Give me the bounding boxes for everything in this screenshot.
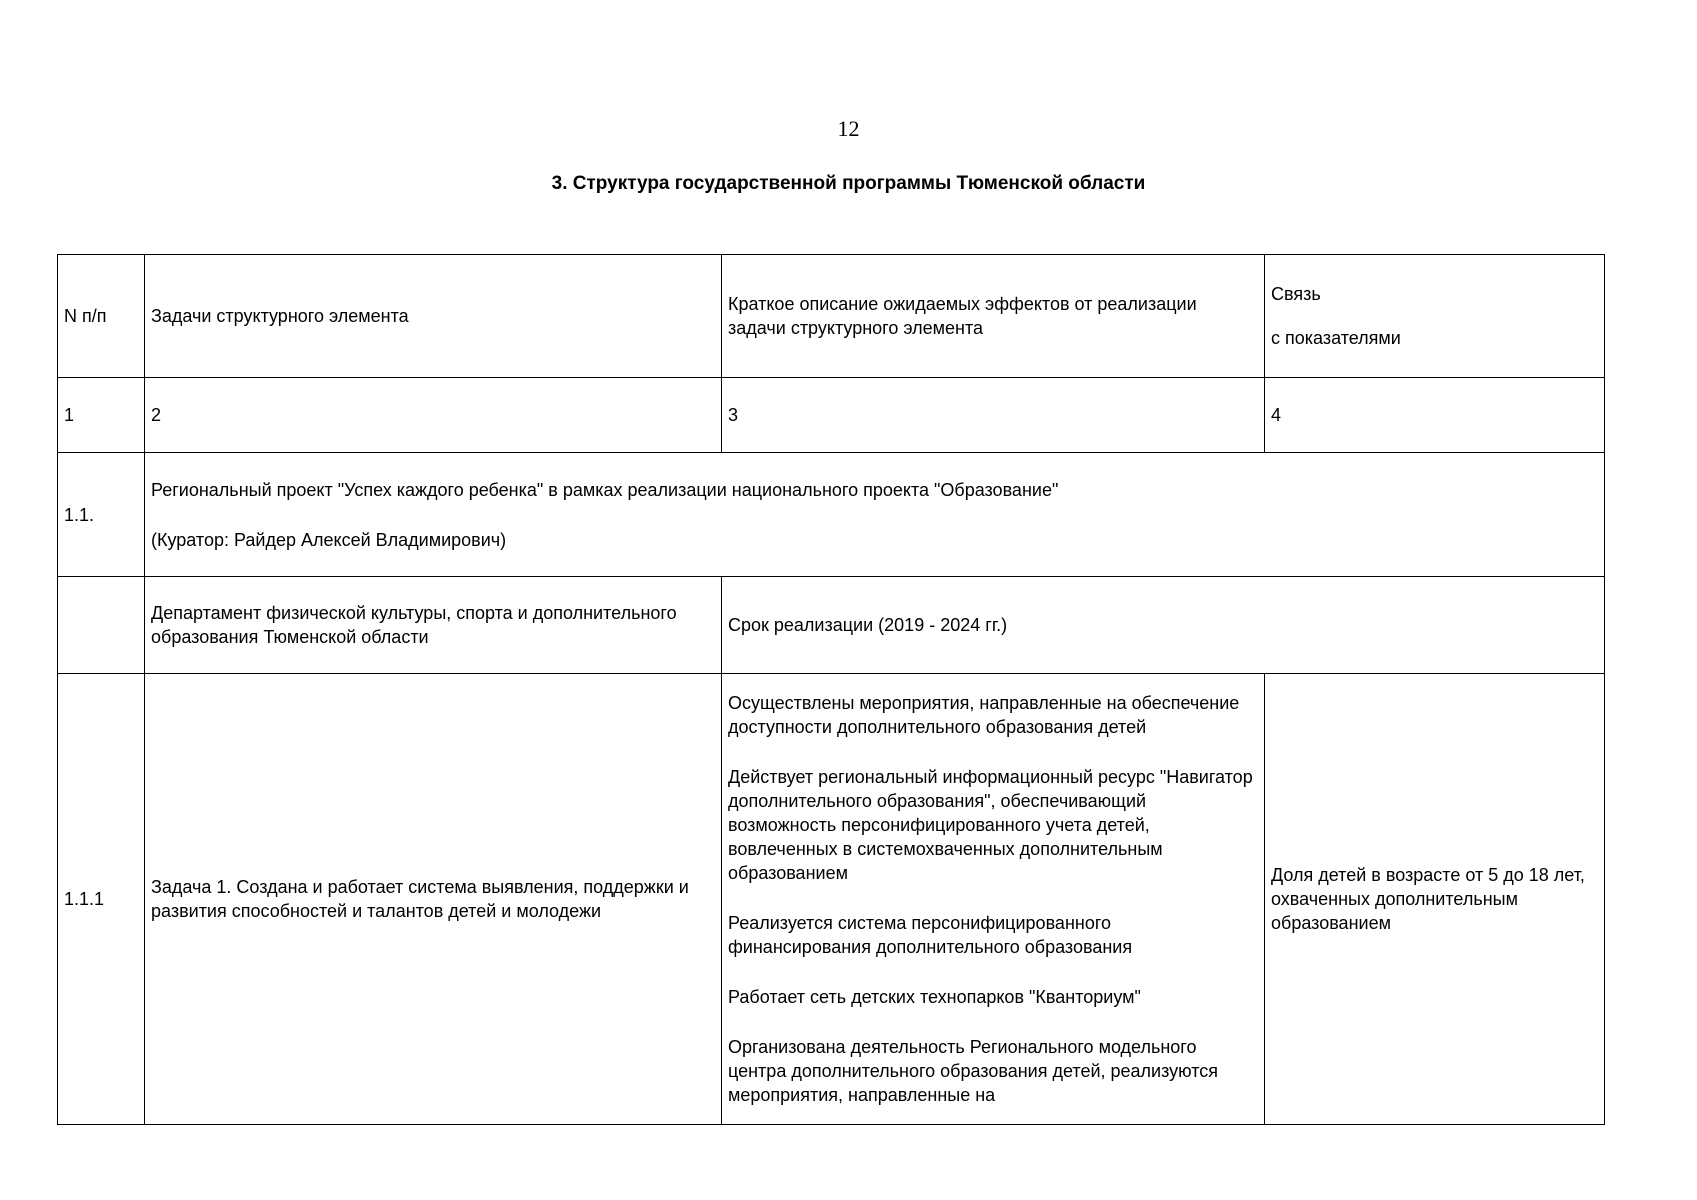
header-cell-indicators bbox=[1265, 255, 1605, 378]
column-number-cell: 3 bbox=[722, 378, 1265, 453]
effect-item: Осуществлены мероприятия, направленные на обеспечение доступности дополнительного образования детей bbox=[728, 693, 1240, 737]
column-number-cell: 2 bbox=[145, 378, 722, 453]
program-structure-table bbox=[57, 254, 1605, 1125]
header-cell-effects: Краткое описание ожидаемых эффектов от реализации задачи структурного элемента bbox=[722, 255, 1265, 378]
effect-item: Реализуется система персонифицированного финансирования дополнительного образования bbox=[728, 913, 1133, 957]
column-number-cell: 4 bbox=[1265, 378, 1605, 453]
project-number: 1.1. bbox=[58, 453, 145, 577]
project-description bbox=[145, 453, 1605, 577]
page-number: 12 bbox=[837, 116, 860, 141]
task-number: 1.1.1 bbox=[58, 674, 145, 1125]
column-number-cell: 1 bbox=[58, 378, 145, 453]
header-indicators-line-2: с показателями bbox=[1271, 328, 1401, 348]
header-cell-tasks: Задачи структурного элемента bbox=[145, 255, 722, 378]
task-description: Задача 1. Создана и работает система выявления, поддержки и развития способностей и талантов детей и молодежи bbox=[145, 674, 722, 1125]
effect-item: Действует региональный информационный ресурс "Навигатор дополнительного образования", обеспечивающий возможность персонифицированного учета детей, вовлеченных в системохваченных дополнительным образованием bbox=[728, 767, 1253, 883]
effect-item: Работает сеть детских технопарков "Кванториум" bbox=[728, 987, 1141, 1007]
task-row bbox=[58, 674, 1605, 1125]
department-row bbox=[58, 577, 1605, 674]
project-row bbox=[58, 453, 1605, 577]
column-numbers-row bbox=[58, 378, 1605, 453]
department-name: Департамент физической культуры, спорта и дополнительного образования Тюменской области bbox=[145, 577, 722, 674]
task-effects bbox=[722, 674, 1265, 1125]
effect-item: Организована деятельность Регионального модельного центра дополнительного образования детей, реализуются мероприятия, направленные на bbox=[728, 1037, 1219, 1105]
project-name: Региональный проект "Успех каждого ребенка" в рамках реализации национального проекта "Образование" bbox=[151, 479, 1059, 500]
project-curator: (Куратор: Райдер Алексей Владимирович) bbox=[151, 529, 507, 550]
task-indicator: Доля детей в возрасте от 5 до 18 лет, охваченных дополнительным образованием bbox=[1265, 674, 1605, 1125]
section-title: 3. Структура государственной программы Тюменской области bbox=[551, 173, 1146, 194]
table-header-row bbox=[58, 255, 1605, 378]
implementation-period: Срок реализации (2019 - 2024 гг.) bbox=[722, 577, 1605, 674]
header-indicators-line-1: Связь bbox=[1271, 284, 1321, 304]
header-cell-number: N п/п bbox=[58, 255, 145, 378]
department-number bbox=[58, 577, 145, 674]
